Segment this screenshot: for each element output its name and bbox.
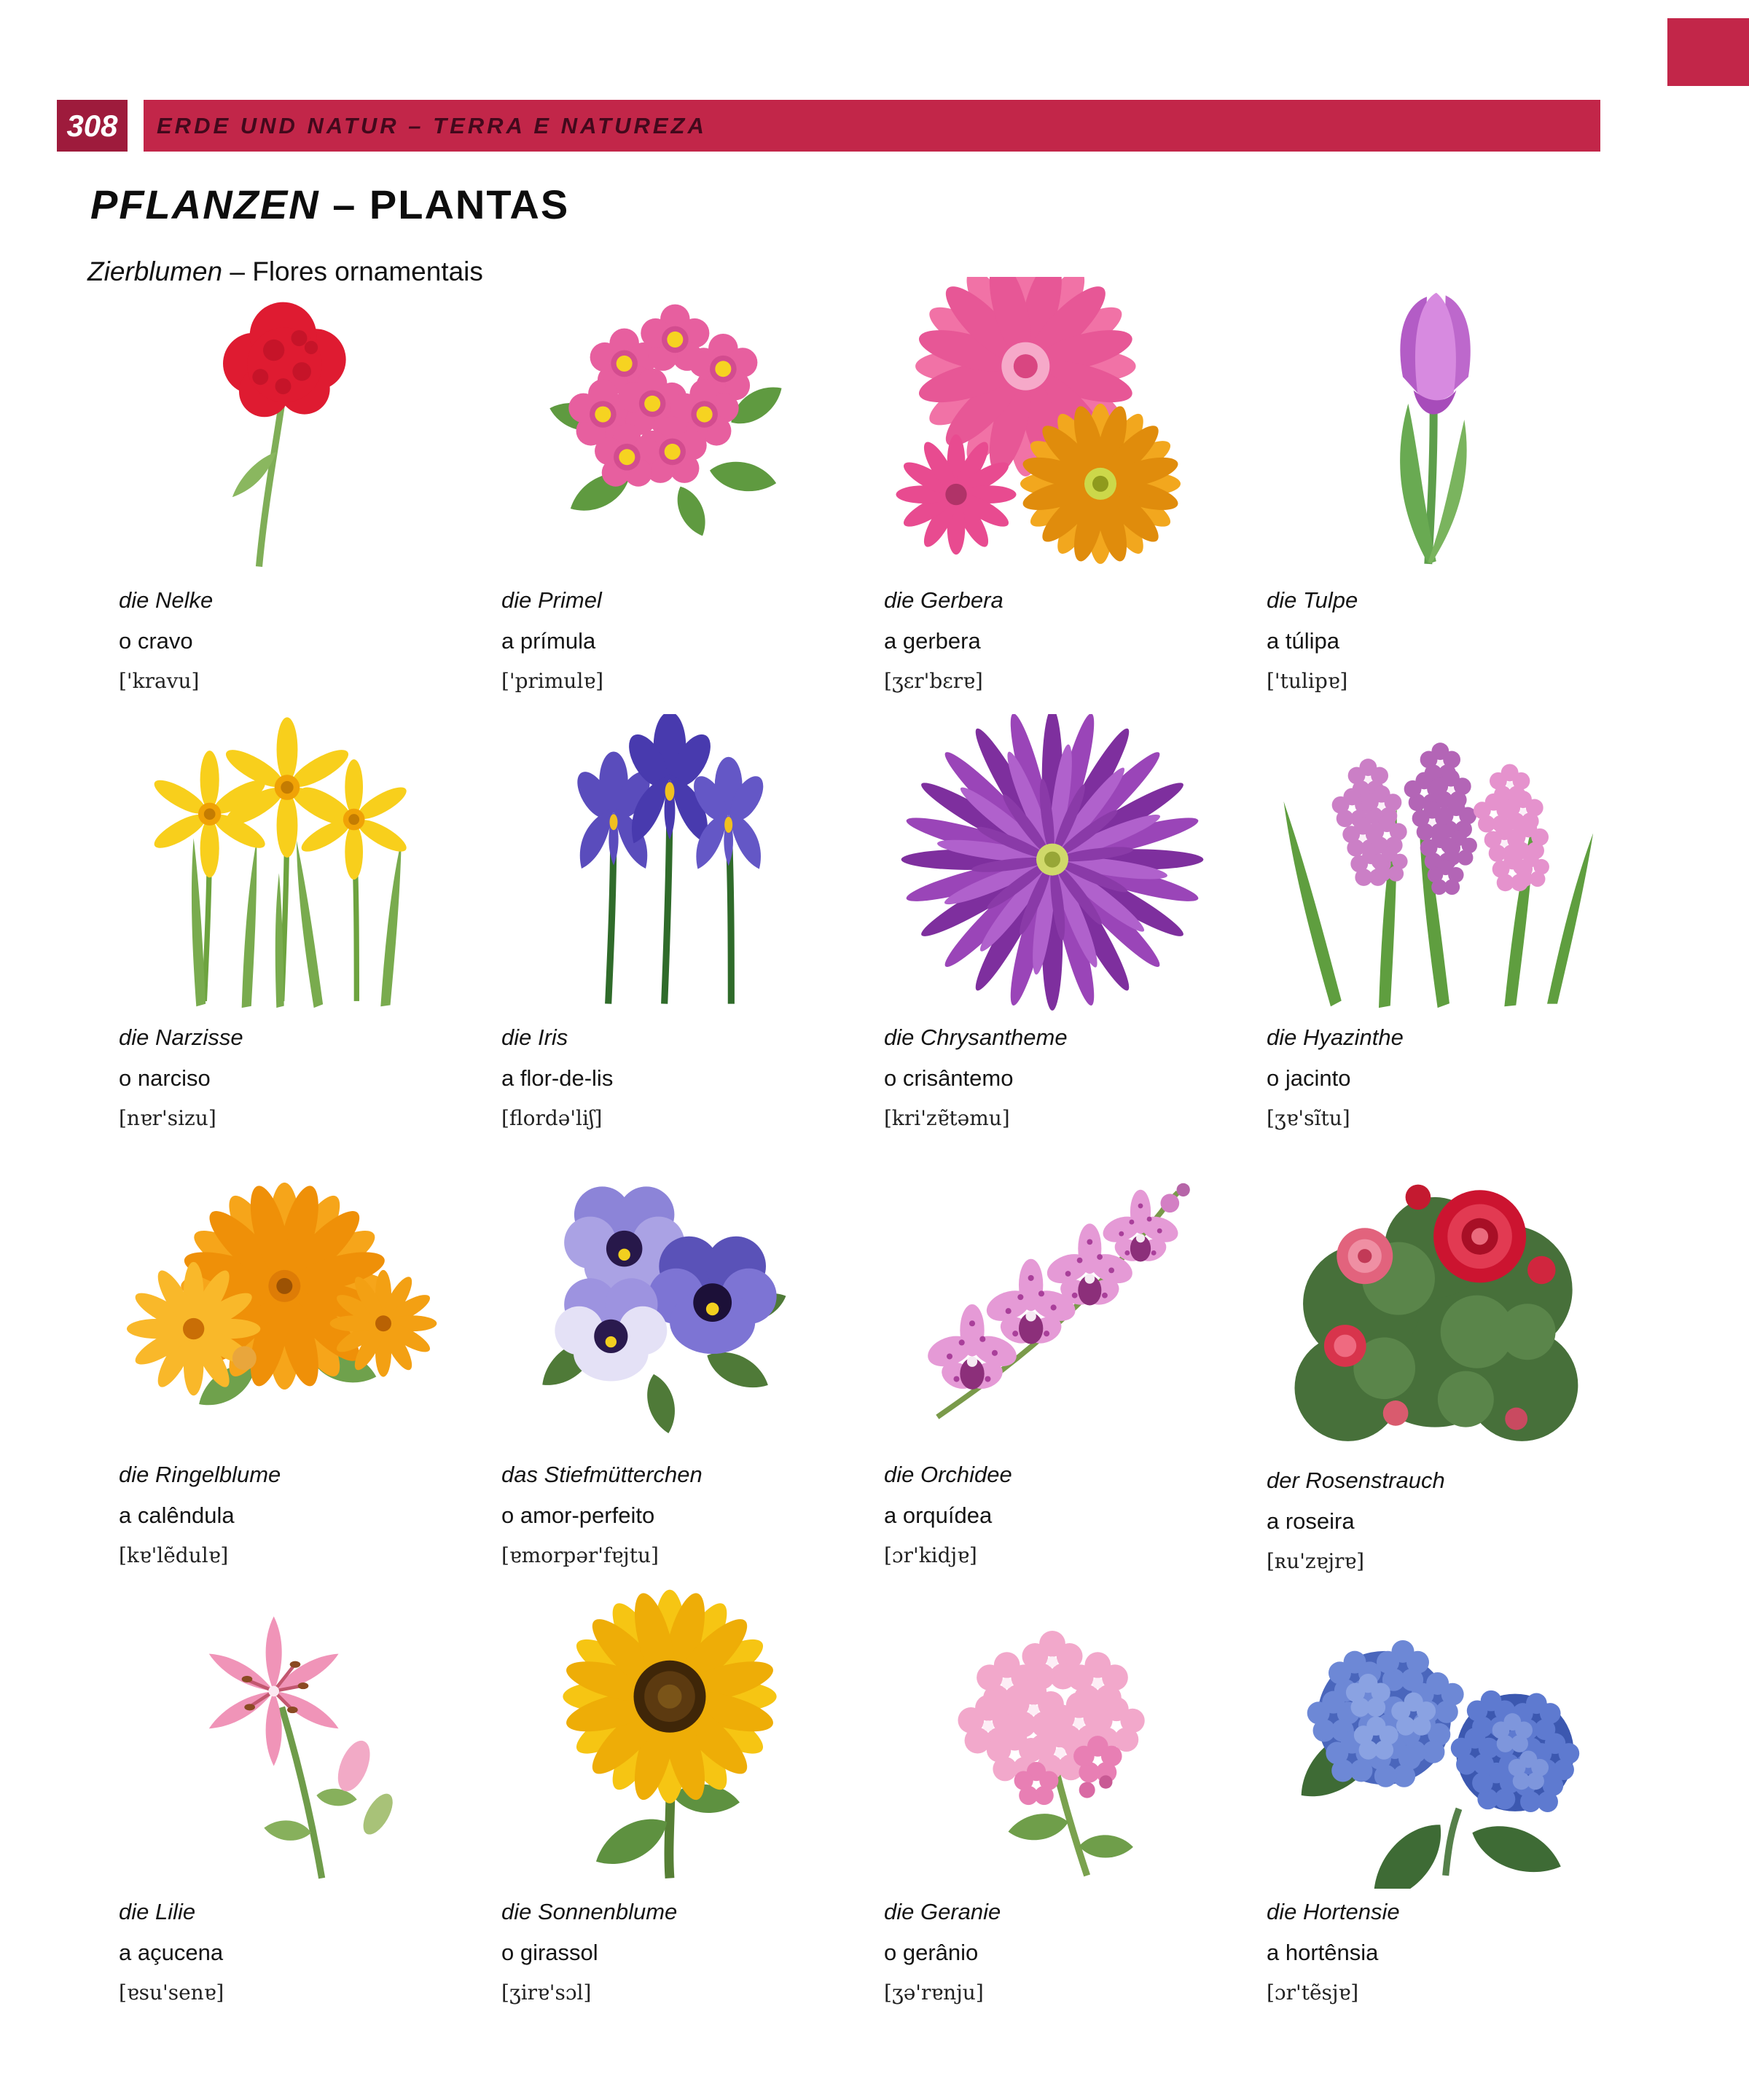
photo-pink-lily — [119, 1575, 455, 1889]
chapter-title: ERDE UND NATUR – TERRA E NATUREZA — [144, 100, 1600, 152]
entry-hyazinthe — [1267, 701, 1603, 1138]
term-portuguese: o crisântemo — [884, 1065, 1014, 1091]
term-ipa: [flordə'liʃ] — [501, 1106, 603, 1130]
term-german: die Chrysantheme — [884, 1024, 1068, 1050]
term-portuguese: a roseira — [1267, 1508, 1355, 1534]
term-ipa: [ʒirɐ'sɔl] — [501, 1980, 592, 2005]
photo-gerbera-daisies — [884, 264, 1221, 577]
photo-hyacinths — [1267, 701, 1603, 1014]
term-german: die Sonnenblume — [501, 1899, 678, 1924]
chapter-corner-tab — [1667, 18, 1749, 86]
term-portuguese: a orquídea — [884, 1502, 993, 1528]
photo-purple-chrysanthemum — [884, 701, 1221, 1014]
entry-primel — [501, 264, 838, 701]
term-german: die Narzisse — [119, 1024, 243, 1050]
page-title — [90, 181, 569, 228]
term-portuguese: a gerbera — [884, 628, 981, 654]
term-german: die Iris — [501, 1024, 568, 1050]
entry-stiefmuetterchen — [501, 1138, 838, 1575]
term-portuguese: a calêndula — [119, 1502, 235, 1528]
term-ipa: [ɐsu'senɐ] — [119, 1980, 224, 2005]
term-ipa: ['tulipɐ] — [1267, 669, 1348, 693]
entry-sonnenblume — [501, 1575, 838, 2013]
photo-red-carnation — [119, 264, 455, 577]
term-portuguese: o gerânio — [884, 1940, 979, 1965]
term-german: die Lilie — [119, 1899, 196, 1924]
term-portuguese: a flor-de-lis — [501, 1065, 614, 1091]
term-ipa: [ʒə'rɐnju] — [884, 1980, 984, 2005]
term-ipa: [nɐr'sizu] — [119, 1106, 216, 1130]
entry-geranie — [884, 1575, 1221, 2013]
term-german: die Hyazinthe — [1267, 1024, 1404, 1050]
term-portuguese: o cravo — [119, 628, 193, 654]
term-portuguese: o narciso — [119, 1065, 211, 1091]
entry-lilie — [119, 1575, 455, 2013]
page-title-german: PFLANZEN — [90, 181, 320, 227]
term-portuguese: o jacinto — [1267, 1065, 1351, 1091]
page-subtitle-separator: – — [222, 256, 253, 286]
term-ipa: [ʒɛr'bɛrɐ] — [884, 669, 983, 693]
entry-chrysantheme — [884, 701, 1221, 1138]
term-german: der Rosenstrauch — [1267, 1468, 1445, 1493]
page-title-separator: – — [319, 181, 369, 227]
term-portuguese: o amor-perfeito — [501, 1502, 655, 1528]
term-german: die Geranie — [884, 1899, 1001, 1924]
page-subtitle-portuguese: Flores ornamentais — [252, 256, 483, 286]
photo-pansies — [501, 1138, 838, 1451]
term-portuguese: o girassol — [501, 1940, 598, 1965]
photo-pink-geranium — [884, 1575, 1221, 1889]
term-german: die Tulpe — [1267, 587, 1358, 613]
term-ipa: [ɐmorpər'fɐjtu] — [501, 1543, 659, 1567]
term-german: die Primel — [501, 587, 602, 613]
photo-daffodils — [119, 701, 455, 1014]
term-german: das Stiefmütterchen — [501, 1462, 703, 1487]
photo-pink-primrose — [501, 264, 838, 577]
photo-purple-tulip — [1267, 264, 1603, 577]
term-portuguese: a prímula — [501, 628, 596, 654]
term-portuguese: a açucena — [119, 1940, 224, 1965]
entry-narzisse — [119, 701, 455, 1138]
photo-orange-calendula — [119, 1138, 455, 1451]
term-ipa: ['primulɐ] — [501, 669, 604, 693]
term-ipa: [ʀu'zɐjrɐ] — [1267, 1549, 1365, 1573]
entry-tulpe — [1267, 264, 1603, 701]
term-portuguese: a hortênsia — [1267, 1940, 1379, 1965]
entry-ringelblume — [119, 1138, 455, 1575]
term-portuguese: a túlipa — [1267, 628, 1339, 654]
photo-pink-orchid — [884, 1138, 1221, 1451]
term-ipa: ['kravu] — [119, 669, 200, 693]
term-german: die Gerbera — [884, 587, 1003, 613]
photo-rose-bush — [1267, 1138, 1603, 1457]
term-ipa: [kɐ'lẽdulɐ] — [119, 1543, 229, 1567]
term-german: die Ringelblume — [119, 1462, 281, 1487]
term-ipa: [ʒɐ'sĩtu] — [1267, 1106, 1350, 1130]
photo-blue-hydrangea — [1267, 1575, 1603, 1889]
term-ipa: [ɔr'kidjɐ] — [884, 1543, 977, 1567]
term-ipa: [kri'zɐ̃təmu] — [884, 1106, 1010, 1130]
entry-iris — [501, 701, 838, 1138]
page-title-portuguese: PLANTAS — [369, 181, 570, 227]
photo-blue-irises — [501, 701, 838, 1014]
entry-orchidee — [884, 1138, 1221, 1575]
term-ipa: [ɔr'tẽsjɐ] — [1267, 1980, 1359, 2005]
term-german: die Hortensie — [1267, 1899, 1400, 1924]
photo-sunflower — [501, 1575, 838, 1889]
entry-nelke — [119, 264, 455, 701]
term-german: die Orchidee — [884, 1462, 1012, 1487]
entry-hortensie — [1267, 1575, 1603, 2013]
term-german: die Nelke — [119, 587, 214, 613]
flower-grid — [119, 264, 1603, 2013]
page-number: 308 — [57, 100, 128, 152]
entry-gerbera — [884, 264, 1221, 701]
page-header — [57, 100, 1600, 152]
entry-rosenstrauch — [1267, 1138, 1603, 1575]
page-subtitle-german: Zierblumen — [87, 256, 223, 286]
